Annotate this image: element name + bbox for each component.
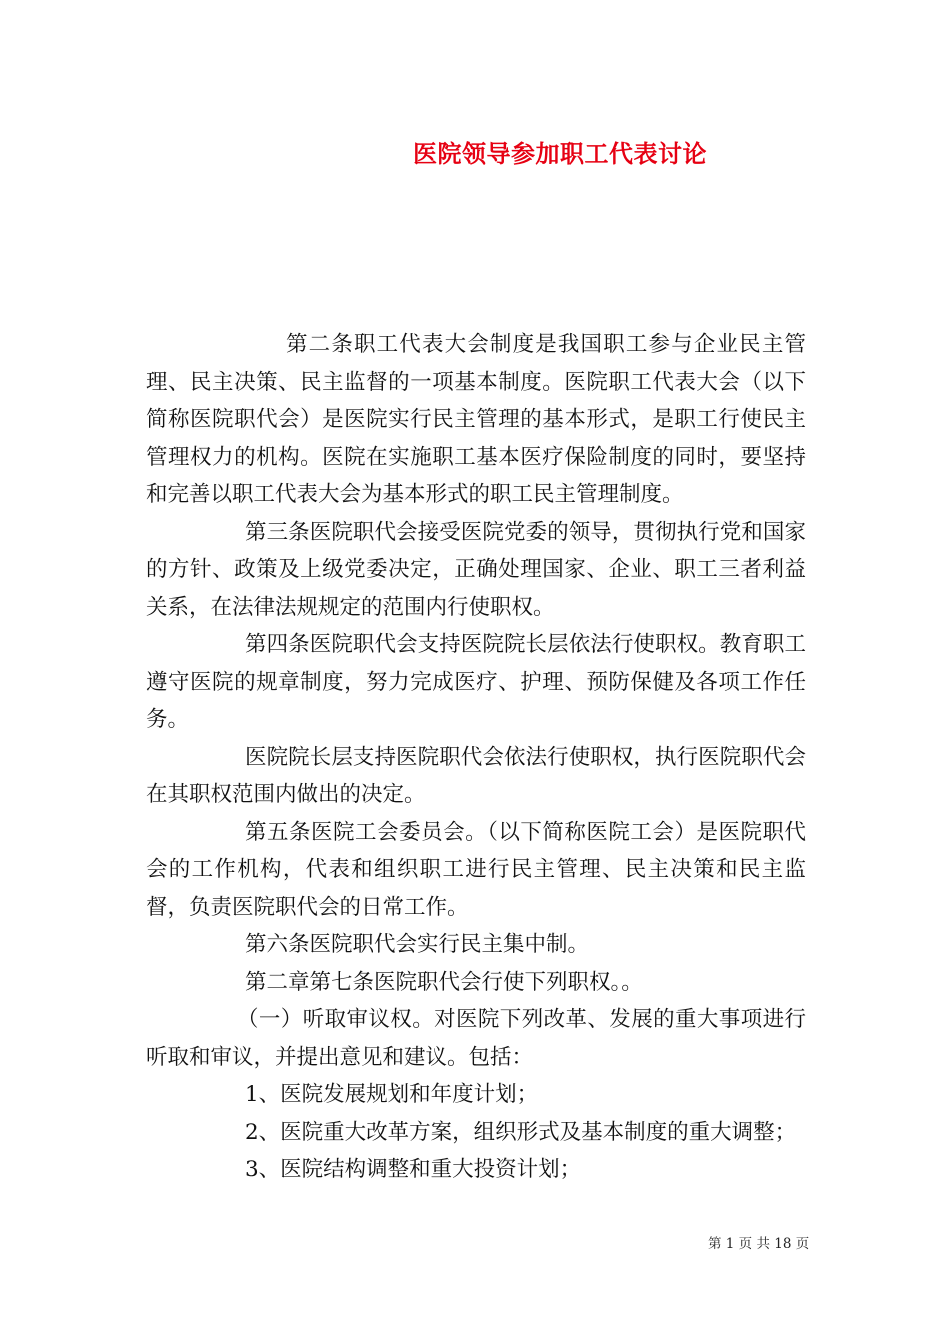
page-number-footer: 第 1 页 共 18 页 — [708, 1236, 810, 1252]
paragraph-article-3: 第三条医院职代会接受医院党委的领导，贯彻执行党和国家的方针、政策及上级党委决定，正确处理国家、企业、职工三者利益关系，在法律法规规定的范围内行使职权。 — [146, 519, 806, 620]
paragraph-article-5: 第五条医院工会委员会。（以下简称医院工会）是医院职代会的工作机构，代表和组织职工进行民主管理、民主决策和民主监督，负责医院职代会的日常工作。 — [146, 819, 806, 920]
document-body — [146, 326, 806, 1189]
paragraph-article-4: 第四条医院职代会支持医院院长层依法行使职权。教育职工遵守医院的规章制度，努力完成医疗、护理、预防保健及各项工作任务。 — [146, 632, 806, 732]
paragraph-article-6: 第六条医院职代会实行民主集中制。 — [245, 932, 590, 957]
list-item-2: 2、医院重大改革方案，组织形式及基本制度的重大调整； — [245, 1119, 797, 1145]
paragraph-article-2: 第二条职工代表大会制度是我国职工参与企业民主管理、民主决策、民主监督的一项基本制度。医院职工代表大会（以下简称医院职代会）是医院实行民主管理的基本形式，是职工行使民主管理权力的机构。医院在实施职工基本医疗保险制度的同时，要坚持和完善以职工代表大会为基本形式的职工民主管理制度。 — [146, 332, 806, 507]
paragraph-item-1-review: （一）听取审议权。对医院下列改革、发展的重大事项进行听取和审议，并提出意见和建议。包括： — [146, 1007, 806, 1070]
paragraph-chapter-2-article-7: 第二章第七条医院职代会行使下列职权。。 — [245, 969, 643, 995]
document-title: 医院领导参加职工代表讨论 — [413, 139, 707, 168]
paragraph-article-4-cont: 医院院长层支持医院职代会依法行使职权，执行医院职代会在其职权范围内做出的决定。 — [146, 744, 806, 807]
list-item-3: 3、医院结构调整和重大投资计划； — [245, 1157, 582, 1182]
list-item-1: 1、医院发展规划和年度计划； — [245, 1082, 539, 1107]
